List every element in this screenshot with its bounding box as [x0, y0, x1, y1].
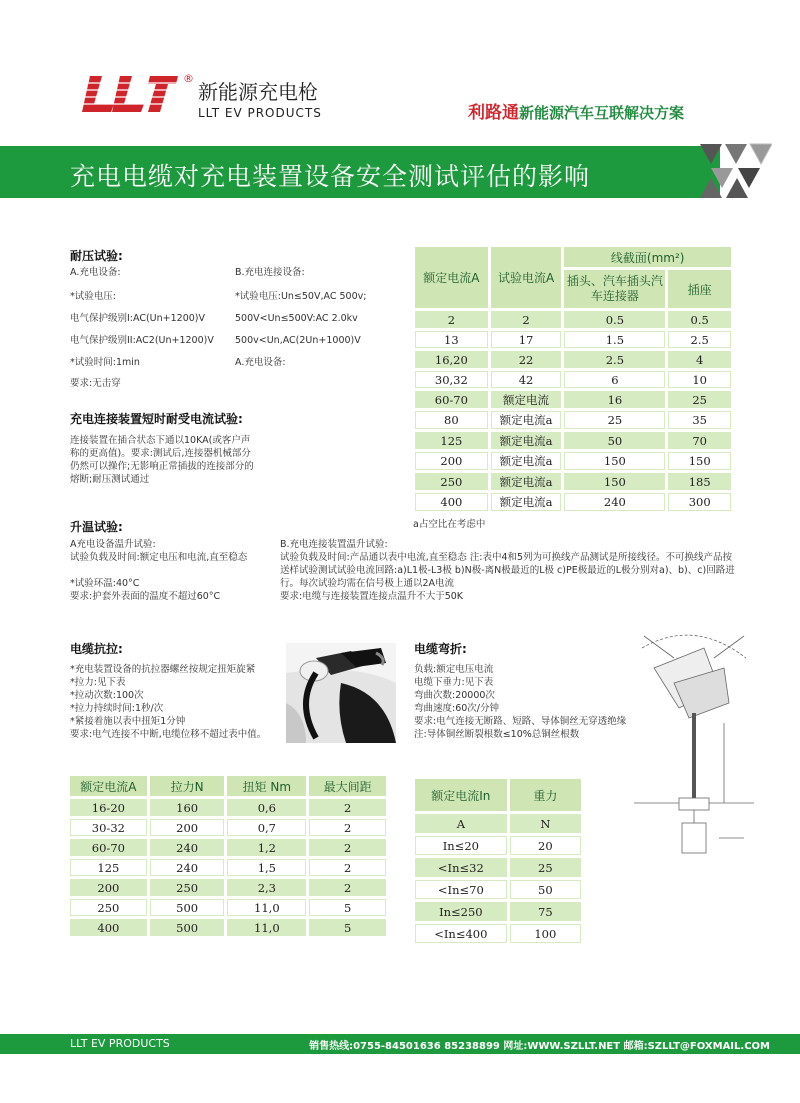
table-cell: 25	[668, 391, 731, 408]
tensile-line-1: *充电装置设备的抗拉器螺丝按规定扭矩旋紧	[70, 664, 256, 675]
table-row	[70, 839, 386, 856]
table-row	[415, 432, 731, 449]
temp-rise-b-requirement: 要求:电缆与连接装置连接点温升不大于50K	[280, 591, 464, 602]
table-cell: 2	[415, 311, 488, 328]
table-row	[415, 493, 731, 511]
table-cell: 80	[415, 411, 488, 429]
table-cell: 160	[150, 799, 225, 816]
table-cell: 16-20	[70, 799, 147, 816]
table-cell: 16	[564, 391, 665, 408]
table-cell: In≤20	[415, 836, 507, 855]
page-title: 充电电缆对充电装置设备安全测试评估的影响	[70, 162, 591, 191]
bending-line-3: 弯曲次数:20000次	[414, 690, 495, 701]
table-cell: 200	[150, 819, 225, 836]
table-cell: 125	[415, 432, 488, 449]
tensile-title: 电缆抗拉:	[70, 642, 123, 656]
table-cell: 70	[668, 432, 731, 449]
table-cell: 2	[309, 819, 386, 836]
table-cell: 0,7	[227, 819, 306, 836]
table-cell: 0.5	[668, 311, 731, 328]
table-cell: 200	[415, 452, 488, 470]
tensile-line-4: *拉力持续时间:1秒/次	[70, 703, 164, 714]
table-cell: 10	[668, 371, 731, 388]
table-cell: 60-70	[70, 839, 147, 856]
withstand-a-label: A.充电设备:	[70, 267, 121, 278]
table-cell: 5	[309, 899, 386, 916]
table-cell: 200	[70, 879, 147, 896]
table-cell: 30,32	[415, 371, 488, 388]
table-cell: 25	[510, 858, 581, 877]
bending-line-6: 注:导体铜丝断裂根数≤10%总铜丝根数	[414, 729, 580, 740]
table-row	[415, 836, 581, 855]
table-row	[415, 902, 581, 921]
table-cell: 125	[70, 859, 147, 876]
wire-section-table	[412, 244, 734, 514]
table-cell: 13	[415, 331, 488, 348]
bending-line-2: 电缆下垂力:见下表	[414, 677, 494, 688]
table-row	[415, 880, 581, 899]
header-rated-current: 额定电流A	[415, 247, 488, 308]
temp-rise-title: 升温试验:	[70, 520, 123, 534]
table-row	[415, 473, 731, 490]
table-cell: 300	[668, 493, 731, 511]
table-cell: 1,2	[227, 839, 306, 856]
table-cell: 20	[510, 836, 581, 855]
temp-rise-b-load: 试验负载及时间:产品通以表中电流,直至稳态 注:表中4和5列为可换线产品测试是所接线径。不可换线产品按送样试验测试试验电流回路:a)L1极-L3极 b)N极-离N极最近的L极 c)PE极最近的L极分别对a)、b)、c)回路进行。每次试验均需在信号极上通以2A电流	[280, 552, 735, 589]
bending-title: 电缆弯折:	[414, 642, 467, 656]
withstand-b-device: A.充电设备:	[235, 357, 286, 368]
table-cell: 额定电流a	[491, 493, 562, 511]
table-cell: 185	[668, 473, 731, 490]
withstand-a-time: *试验时间:1min	[70, 357, 140, 368]
table-cell: 0.5	[564, 311, 665, 328]
wire-table-note: a占空比在考虑中	[413, 519, 486, 530]
registered-mark: ®	[183, 72, 194, 85]
table-row	[70, 859, 386, 876]
table-cell: 额定电流a	[491, 473, 562, 490]
table-cell: 75	[510, 902, 581, 921]
table-row	[70, 819, 386, 836]
short-circuit-title: 充电连接装置短时耐受电流试验:	[70, 412, 243, 426]
withstand-requirement: 要求:无击穿	[70, 378, 121, 389]
table-row	[70, 899, 386, 916]
temp-rise-a-label: A充电设备温升试验:	[70, 539, 156, 550]
table-cell: 22	[491, 351, 562, 368]
table-cell: <In≤70	[415, 880, 507, 899]
temp-rise-a-load: 试验负载及时间:额定电压和电流,直至稳态	[70, 552, 248, 563]
table-cell: 2	[309, 799, 386, 816]
table-cell: 30-32	[70, 819, 147, 836]
llt-logo-icon	[80, 74, 180, 114]
table-cell: 5	[309, 919, 386, 936]
table-row	[415, 452, 731, 470]
table-cell: 11,0	[227, 919, 306, 936]
table-cell: 35	[668, 411, 731, 429]
table-cell: 额定电流	[491, 391, 562, 408]
tensile-header-current: 额定电流A	[70, 776, 147, 796]
table-cell: 额定电流a	[491, 452, 562, 470]
table-cell: <In≤32	[415, 858, 507, 877]
temp-rise-b-label: B.充电连接装置温升试验:	[280, 539, 388, 550]
table-cell: 2	[309, 879, 386, 896]
table-row	[415, 814, 581, 833]
temp-rise-a-requirement: 要求:护套外表面的温度不超过60°C	[70, 591, 221, 602]
table-cell: 6	[564, 371, 665, 388]
table-row	[415, 331, 731, 348]
short-circuit-body: 连接装置在插合状态下通以10KA(或客户声称的更高值)。要求:测试后,连接器机械部分仍然可以操作;无影响正常插拔的连接部分的熔断;耐压测试通过	[70, 435, 254, 485]
table-row	[415, 391, 731, 408]
withstand-a-class2: 电气保护级别II:AC2(Un+1200)V	[70, 335, 214, 346]
table-cell: 150	[564, 452, 665, 470]
header-socket: 插座	[668, 270, 731, 308]
table-cell: 250	[70, 899, 147, 916]
brand-name-cn: 新能源充电枪	[198, 80, 318, 104]
table-cell: 50	[564, 432, 665, 449]
table-cell: 0,6	[227, 799, 306, 816]
charging-port-image	[286, 643, 396, 743]
table-cell: 500	[150, 899, 225, 916]
slogan-text: 新能源汽车互联解决方案	[519, 104, 685, 122]
table-cell: 1,5	[227, 859, 306, 876]
table-cell: 150	[668, 452, 731, 470]
table-cell: 2	[491, 311, 562, 328]
table-cell: 1.5	[564, 331, 665, 348]
brand-name-en: LLT EV PRODUCTS	[198, 106, 322, 120]
header-test-current: 试验电流A	[491, 247, 562, 308]
table-cell: 240	[150, 859, 225, 876]
table-cell: 50	[510, 880, 581, 899]
bending-test-diagram	[634, 628, 754, 880]
table-cell: A	[415, 814, 507, 833]
table-row	[70, 919, 386, 936]
table-cell: 额定电流a	[491, 432, 562, 449]
bending-line-1: 负载:额定电压电流	[414, 664, 494, 675]
footer-brand: LLT EV PRODUCTS	[70, 1037, 170, 1050]
table-cell: 250	[150, 879, 225, 896]
table-cell: 240	[564, 493, 665, 511]
table-cell: 2	[309, 839, 386, 856]
table-cell: 2.5	[564, 351, 665, 368]
table-cell: N	[510, 814, 581, 833]
table-cell: 250	[415, 473, 488, 490]
table-row	[415, 858, 581, 877]
tensile-line-2: *拉力:见下表	[70, 677, 126, 688]
temp-rise-a-ambient: *试验环温:40°C	[70, 578, 140, 589]
bending-line-5: 要求:电气连接无断路、短路、导体铜丝无穿透绝缘	[414, 716, 627, 727]
table-cell: 2,3	[227, 879, 306, 896]
table-row	[415, 371, 731, 388]
table-row	[415, 311, 731, 328]
table-cell: 2	[309, 859, 386, 876]
bending-line-4: 弯曲速度:60次/分钟	[414, 703, 499, 714]
table-cell: In≤250	[415, 902, 507, 921]
table-row	[415, 351, 731, 368]
slogan	[468, 98, 684, 123]
table-row	[415, 411, 731, 429]
triangle-logo-icon	[700, 140, 772, 202]
bending-table	[412, 776, 584, 946]
table-cell: 150	[564, 473, 665, 490]
brand-logo	[80, 72, 350, 122]
withstand-a-voltage: *试验电压:	[70, 291, 116, 302]
bending-header-weight: 重力	[510, 779, 581, 811]
table-cell: 2.5	[668, 331, 731, 348]
slogan-brand: 利路通	[468, 103, 519, 123]
table-cell: 500	[150, 919, 225, 936]
bending-header-current: 额定电流In	[415, 779, 507, 811]
tensile-header-torque: 扭矩 Nm	[227, 776, 306, 796]
table-cell: 42	[491, 371, 562, 388]
charging-port-photo	[286, 643, 396, 743]
tensile-line-3: *拉动次数:100次	[70, 690, 144, 701]
withstand-title: 耐压试验:	[70, 249, 123, 263]
table-row	[415, 924, 581, 943]
header-wire-section: 线截面(mm²)	[564, 247, 731, 267]
table-cell: 400	[70, 919, 147, 936]
table-cell: 240	[150, 839, 225, 856]
withstand-b-range2: 500v<Un,AC(2Un+1000)V	[235, 335, 361, 346]
table-cell: 11,0	[227, 899, 306, 916]
tensile-header-distance: 最大间距	[309, 776, 386, 796]
withstand-a-class1: 电气保护级别I:AC(Un+1200)V	[70, 313, 205, 324]
table-cell: 17	[491, 331, 562, 348]
table-cell: 60-70	[415, 391, 488, 408]
header-plug: 插头、汽车插头汽车连接器	[564, 270, 665, 308]
tensile-line-6: 要求:电气连接不中断,电缆位移不超过表中值。	[70, 729, 267, 740]
table-cell: 16,20	[415, 351, 488, 368]
withstand-b-range1: 500V<Un≤500V:AC 2.0kv	[235, 313, 358, 324]
footer-contact: 销售热线:0755-84501636 85238899 网址:WWW.SZLLT.NET 邮箱:SZLLT@FOXMAIL.COM	[309, 1041, 770, 1052]
withstand-b-label: B.充电连接设备:	[235, 267, 305, 278]
table-cell: <In≤400	[415, 924, 507, 943]
withstand-b-voltage: *试验电压:Un≤50V,AC 500v;	[235, 291, 367, 302]
table-cell: 4	[668, 351, 731, 368]
table-row	[70, 879, 386, 896]
tensile-table	[67, 773, 389, 939]
table-cell: 100	[510, 924, 581, 943]
table-cell: 25	[564, 411, 665, 429]
table-cell: 额定电流a	[491, 411, 562, 429]
tensile-line-5: *紧接着施以表中扭矩1分钟	[70, 716, 186, 727]
table-row	[70, 799, 386, 816]
table-cell: 400	[415, 493, 488, 511]
tensile-header-force: 拉力N	[150, 776, 225, 796]
